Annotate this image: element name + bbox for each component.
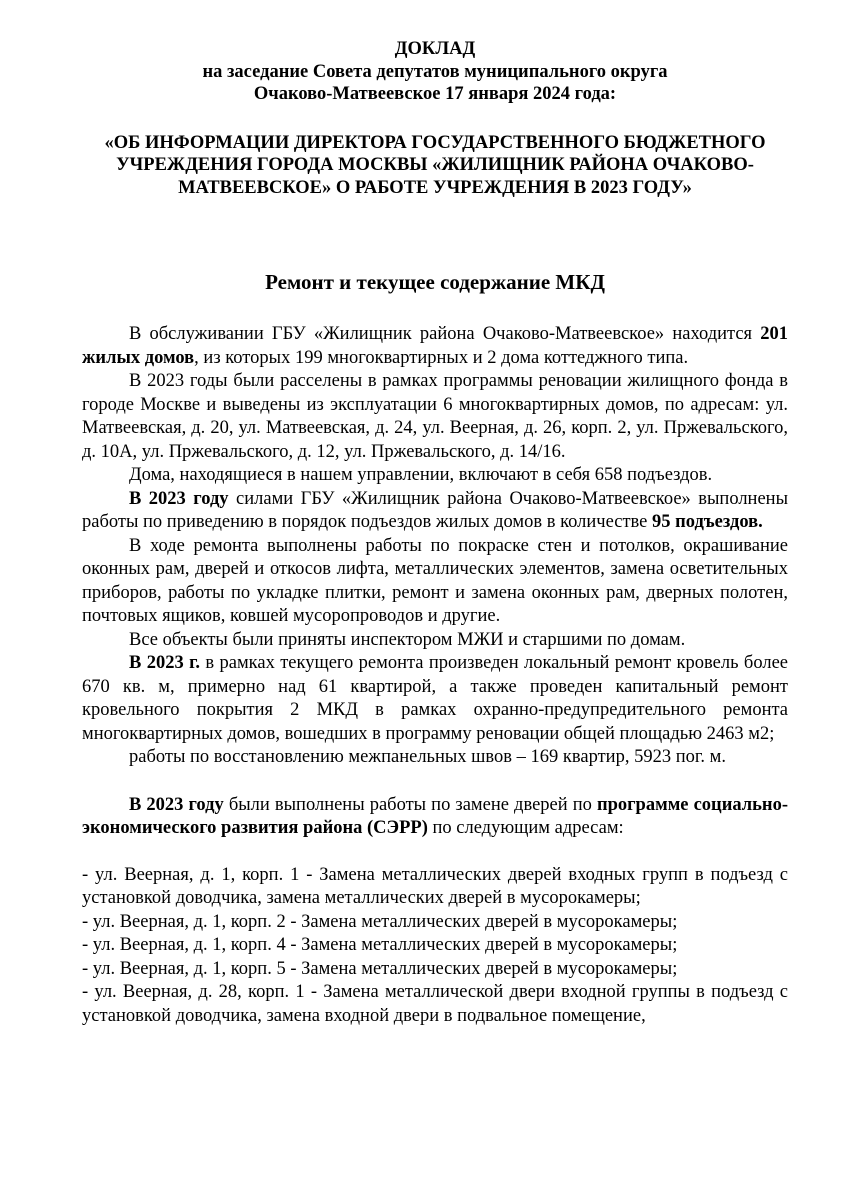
paragraph-renovation: В 2023 годы были расселены в рамках программы реновации жилищного фонда в городе Москве и выведены из эксплуатации 6 многоквартирных домов, по адресам: ул. Матвеевская, д. 20, ул. Матвеевская, д. 24, ул. Веерная, д. 26, корп. 2, ул. Пржевальского, д. 10А, ул. Пржевальского, д. 12, ул. Пржевальского, д. 14/16. [82,371,788,462]
paragraph-inspection: Все объекты были приняты инспектором МЖИ и старшими по домам. [129,629,686,650]
text-run: по следующим адресам: [427,818,624,838]
text-run: в рамках текущего ремонта произведен локальный ремонт кровель более 670 кв. м, примерно над 61 квартирой, а также проведен капитальный ремонт кровельного покрытия 2 МКД в рамках охранно-предупредительного ремонта многоквартирных домов, вошедших в программу реновации общей площадью 2463 м2; [82,653,788,744]
highlight-year: В 2023 году [129,794,224,815]
list-item: - ул. Веерная, д. 1, корп. 1 - Замена металлических дверей входных групп в подъезд с установкой доводчика, замена металлических дверей в мусорокамеры; [82,864,788,908]
document-page [82,38,788,1028]
list-item: - ул. Веерная, д. 1, корп. 4 - Замена металлических дверей в мусорокамеры; [82,935,678,955]
highlight-year: В 2023 году [129,488,229,509]
paragraph-roof-repairs [82,652,788,746]
text-run: силами ГБУ «Жилищник района Очаково-Матвеевское» выполнены работы по приведению в порядок подъездов жилых домов в количестве [82,488,788,532]
section-heading: Ремонт и текущее содержание МКД [265,270,605,294]
text-run: , из которых 199 многоквартирных и 2 дома коттеджного типа. [194,347,689,368]
text-run: были выполнены работы по замене дверей по [223,794,597,815]
text-run: В обслуживании ГБУ «Жилищник района Очаково-Матвеевское» находится [129,324,761,344]
meeting-line: на заседание Совета депутатов муниципального округа [202,61,668,82]
paragraph-doors-program [82,794,788,841]
paragraph-buildings [82,323,788,370]
report-body [82,323,788,1028]
address-list [82,864,788,1029]
paragraph-seams: работы по восстановлению межпанельных швов – 169 квартир, 5923 пог. м. [129,747,726,767]
report-header [82,38,788,106]
highlight-year: В 2023 г. [129,653,201,673]
report-label: ДОКЛАД [394,39,476,59]
list-item: - ул. Веерная, д. 1, корп. 5 - Замена металлических дверей в мусорокамеры; [82,958,678,979]
highlight-program: программе социально-экономического развития района (СЭРР) [82,794,789,838]
paragraph-entrances: Дома, находящиеся в нашем управлении, включают в себя 658 подъездов. [129,465,713,485]
paragraph-repair-works: В ходе ремонта выполнены работы по покраске стен и потолков, окрашивание оконных рам, дверей и откосов лифта, металлических элементов, замена осветительных приборов, работы по укладке плитки, ремонт и замена оконных рам, дверных полотен, почтовых ящиков, ковшей мусоропроводов и другие. [82,535,788,626]
meeting-date-line: Очаково-Матвеевское 17 января 2024 года: [253,84,617,104]
list-item: - ул. Веерная, д. 28, корп. 1 - Замена металлической двери входной группы в подъезд с установкой доводчика, замена входной двери в подвальное помещение, [82,982,788,1026]
report-title: «ОБ ИНФОРМАЦИИ ДИРЕКТОРА ГОСУДАРСТВЕННОГО БЮДЖЕТНОГО УЧРЕЖДЕНИЯ ГОРОДА МОСКВЫ «ЖИЛИЩНИК РАЙОНА ОЧАКОВО-МАТВЕЕВСКОЕ» О РАБОТЕ УЧРЕЖДЕНИЯ В 2023 ГОДУ» [104,132,766,198]
highlight-buildings-count: 201 жилых домов [82,324,788,368]
highlight-entrances-count: 95 подъездов. [652,512,763,532]
list-item: - ул. Веерная, д. 1, корп. 2 - Замена металлических дверей в мусорокамеры; [82,911,678,932]
paragraph-entrance-repairs [82,488,788,535]
